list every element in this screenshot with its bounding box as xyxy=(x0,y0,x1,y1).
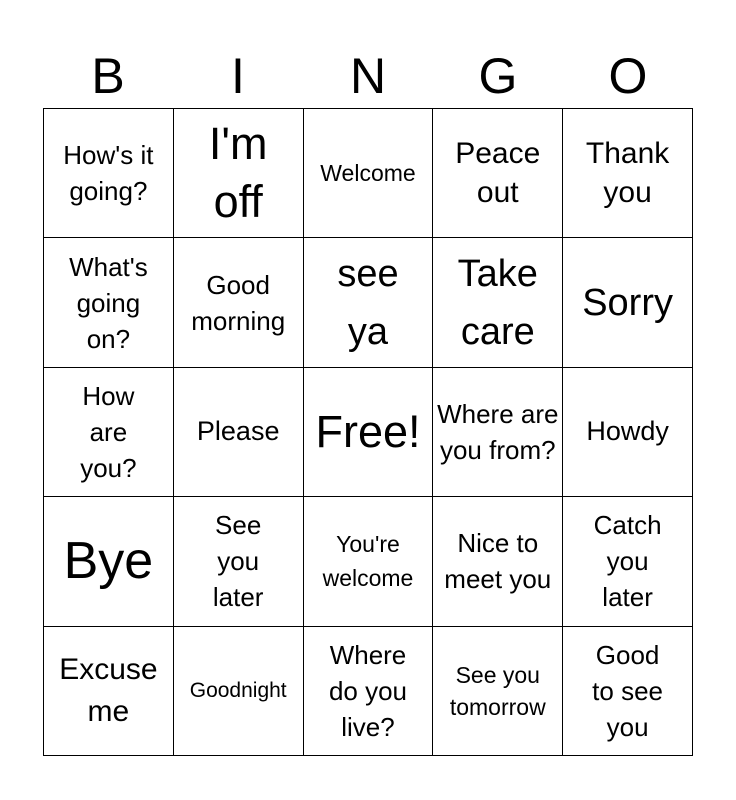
cell-text: Please xyxy=(196,416,280,447)
bingo-card-grid xyxy=(43,108,693,756)
bingo-cell[interactable] xyxy=(433,238,563,367)
cell-text: See you tomorrow xyxy=(449,661,546,720)
bingo-cell[interactable] xyxy=(563,238,693,367)
header-letter-o: O xyxy=(608,48,648,104)
cell-text: Goodnight xyxy=(189,678,287,702)
bingo-cell[interactable] xyxy=(304,627,434,756)
cell-text: see ya xyxy=(337,252,399,353)
cell-text: I'm off xyxy=(208,118,268,228)
bingo-cell[interactable] xyxy=(563,627,693,756)
bingo-cell[interactable] xyxy=(44,238,174,367)
bingo-cell[interactable] xyxy=(44,627,174,756)
bingo-cell[interactable] xyxy=(563,109,693,238)
bingo-cell[interactable] xyxy=(304,238,434,367)
cell-text: Peace out xyxy=(455,137,541,210)
header-letter-b: B xyxy=(91,48,125,104)
cell-text: Catch you later xyxy=(593,510,662,613)
cell-text: Free! xyxy=(315,405,421,457)
bingo-cell[interactable] xyxy=(433,368,563,497)
cell-text: Howdy xyxy=(586,416,669,447)
bingo-cell[interactable] xyxy=(433,497,563,626)
bingo-cell[interactable] xyxy=(563,368,693,497)
header-letter-i: I xyxy=(231,48,245,104)
cell-text: Sorry xyxy=(582,281,673,324)
bingo-cell[interactable] xyxy=(563,497,693,626)
bingo-cell[interactable] xyxy=(44,497,174,626)
cell-text: Good to see you xyxy=(592,639,663,742)
cell-text: See you later xyxy=(212,510,264,613)
bingo-cell[interactable] xyxy=(174,627,304,756)
cell-text: Welcome xyxy=(320,160,416,187)
bingo-cell[interactable] xyxy=(304,497,434,626)
cell-text: Thank you xyxy=(585,137,670,210)
bingo-cell[interactable] xyxy=(304,109,434,238)
cell-text: Where do you live? xyxy=(328,639,408,742)
bingo-cell[interactable] xyxy=(304,368,434,497)
cell-text: Good morning xyxy=(191,269,286,336)
bingo-cell[interactable] xyxy=(433,627,563,756)
cell-text: What's going on? xyxy=(69,251,148,354)
bingo-cell[interactable] xyxy=(44,368,174,497)
cell-text: Take care xyxy=(457,252,538,353)
header-letter-g: G xyxy=(478,48,518,104)
cell-text: How's it going? xyxy=(63,140,154,207)
cell-text: How are you? xyxy=(80,380,137,483)
bingo-cell[interactable] xyxy=(433,109,563,238)
bingo-cell[interactable] xyxy=(174,497,304,626)
cell-text: Bye xyxy=(63,532,154,591)
bingo-header xyxy=(43,44,693,108)
header-letter-n: N xyxy=(349,48,387,104)
bingo-cell[interactable] xyxy=(174,368,304,497)
cell-text: Excuse me xyxy=(59,652,158,728)
bingo-cell[interactable] xyxy=(174,109,304,238)
bingo-cell[interactable] xyxy=(174,238,304,367)
bingo-cell[interactable] xyxy=(44,109,174,238)
cell-text: Nice to meet you xyxy=(444,528,552,595)
cell-text: You're welcome xyxy=(322,531,414,592)
cell-text: Where are you from? xyxy=(437,398,559,465)
